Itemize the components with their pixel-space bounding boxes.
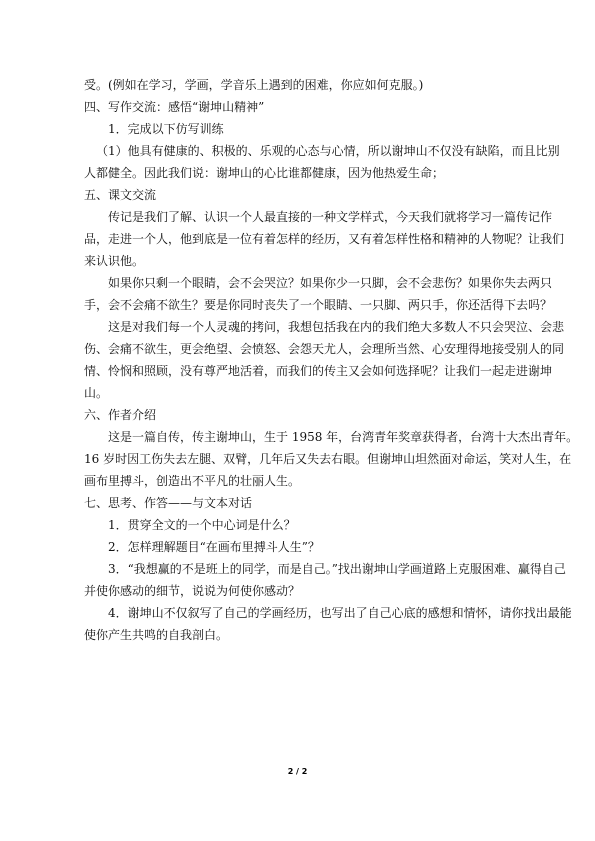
text-line: 1．完成以下仿写训练 (108, 122, 224, 136)
text-line: 2．怎样理解题目“在画布里搏斗人生”？ (108, 540, 320, 554)
text-line: 并使你感动的细节，说说为何使你感动？ (84, 584, 301, 598)
text-line: 手，会不会痛不欲生？要是你同时丧失了一个眼睛、一只脚、两只手，你还活得下去吗？ (84, 298, 553, 312)
text-line: 传记是我们了解、认识一个人最直接的一种文学样式，今天我们就将学习一篇传记作 (108, 210, 553, 224)
text-line: 4．谢坤山不仅叙写了自己的学画经历，也写出了自己心底的感想和情怀，请你找出最能 (108, 606, 572, 620)
text-line: 山。 (84, 386, 109, 400)
page-number: 2 / 2 (287, 767, 308, 776)
text-line: 如果你只剩一个眼睛，会不会哭泣？如果你少一只脚，会不会悲伤？如果你失去两只 (108, 276, 553, 290)
section-heading: 七、思考、作答——与文本对话 (84, 496, 253, 510)
text-line: 1．贯穿全文的一个中心词是什么？ (108, 518, 296, 532)
text-line: 使你产生共鸣的自我剖白。 (84, 628, 229, 642)
text-line: 情、怜悯和照顾，没有尊严地活着，而我们的传主又会如何选择呢？让我们一起走进谢坤 (84, 364, 553, 378)
text-line: 画布里搏斗，创造出不平凡的壮丽人生。 (84, 474, 301, 488)
text-line: 这是一篇自传，传主谢坤山，生于 1958 年，台湾青年奖章获得者，台湾十大杰出青年。 (108, 430, 579, 444)
section-heading: 四、写作交流：感悟“谢坤山精神” (84, 100, 265, 114)
text-line: 伤、会痛不欲生，更会绝望、会愤怒、会怨天尤人，会理所当然、心安理得地接受别人的同 (84, 342, 565, 356)
text-line: 这是对我们每一个人灵魂的拷问，我想包括我在内的我们绝大多数人不只会哭泣、会悲 (108, 320, 565, 334)
text-line: 3．“我想赢的不是班上的同学，而是自己。”找出谢坤山学画道路上克服困难、赢得自己 (108, 562, 566, 576)
text-line: 人都健全。因此我们说：谢坤山的心比谁都健康，因为他热爱生命； (84, 166, 445, 180)
text-line: 来认识他。 (84, 254, 145, 268)
text-line: （1）他具有健康的、积极的、乐观的心态与心情，所以谢坤山不仅没有缺陷，而且比别 (96, 144, 560, 158)
section-heading: 五、课文交流 (84, 188, 157, 202)
text-line: 受。(例如在学习，学画，学音乐上遇到的困难，你应如何克服。) (84, 78, 424, 92)
section-heading: 六、作者介绍 (84, 408, 157, 422)
text-line: 品，走进一个人，他到底是一位有着怎样的经历，又有着怎样性格和精神的人物呢？让我们 (84, 232, 565, 246)
text-line: 16 岁时因工伤失去左腿、双臂，几年后又失去右眼。但谢坤山坦然面对命运，笑对人生，在 (84, 452, 572, 466)
